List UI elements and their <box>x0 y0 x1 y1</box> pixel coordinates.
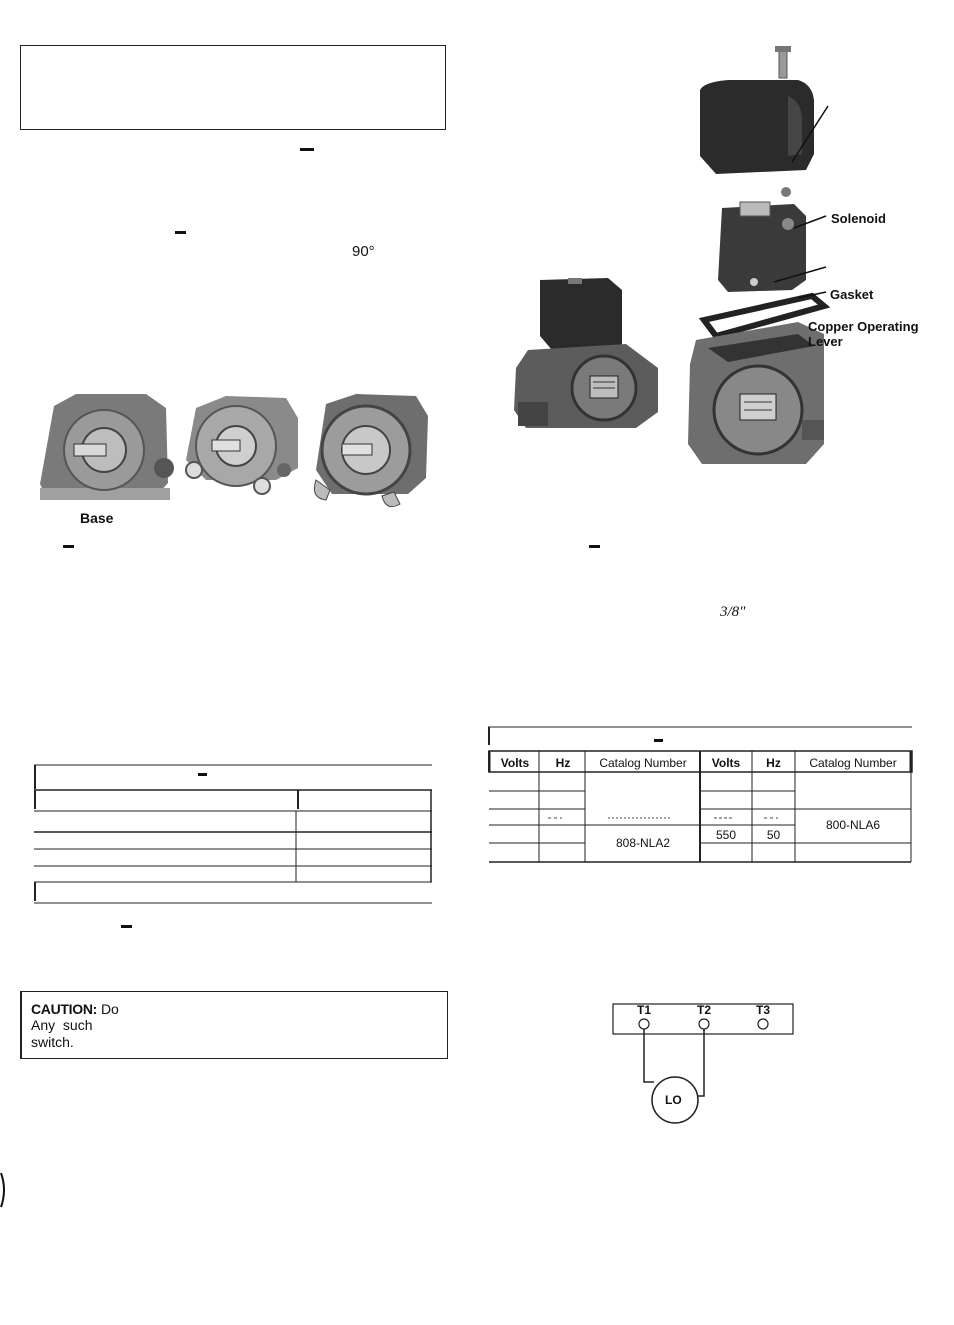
caution-text-1: Do <box>100 1001 119 1017</box>
catalog-table-frame <box>488 725 914 865</box>
motor-photos <box>36 388 436 516</box>
assembled-unit-photo <box>508 272 668 432</box>
volts-550: 550 <box>715 828 737 842</box>
slotted-flange-motor-photo <box>314 394 428 507</box>
caution-line-3: switch. <box>31 1034 74 1050</box>
caution-line-1 <box>31 1001 119 1017</box>
dash-mark <box>63 545 74 548</box>
dash-mark <box>121 925 132 928</box>
page-edge-mark <box>0 1172 8 1208</box>
terminal-t1-circle <box>639 1019 649 1029</box>
dash-mark <box>300 148 314 151</box>
fraction-text: 3/8" <box>720 604 746 620</box>
col-header-volts-2: Volts <box>711 756 741 770</box>
terminal-t2-circle <box>699 1019 709 1029</box>
terminal-t1-label: T1 <box>637 1003 652 1017</box>
caution-label: CAUTION: <box>31 1001 98 1017</box>
leader-lines <box>770 100 830 300</box>
col-header-hz-2: Hz <box>766 756 781 770</box>
col-header-hz-1: Hz <box>555 756 571 770</box>
terminal-t3-circle <box>758 1019 768 1029</box>
hz-50: 50 <box>766 828 781 842</box>
col-header-catalog-2: Catalog Number <box>809 756 897 770</box>
dash-mark <box>589 545 600 548</box>
lever-label-line-2: Lever <box>808 334 843 349</box>
lever-label-line-1: Copper Operating <box>808 319 919 334</box>
base-label: Base <box>80 510 114 526</box>
angle-text: 90° <box>352 243 375 260</box>
gasket-label: Gasket <box>830 287 874 302</box>
flange-motor-photo <box>186 396 298 494</box>
caution-line-2: Any such <box>31 1017 93 1033</box>
caution-box <box>20 991 448 1059</box>
solenoid-label: Solenoid <box>831 211 886 226</box>
catalog-number-left: 808-NLA2 <box>615 836 671 850</box>
col-header-catalog-1: Catalog Number <box>599 756 687 770</box>
terminal-t3-label: T3 <box>756 1003 771 1017</box>
dash-mark <box>175 231 186 234</box>
top-note-box <box>20 45 446 130</box>
load-label: LO <box>665 1093 682 1107</box>
base-mount-motor-photo <box>40 394 174 500</box>
col-header-volts-1: Volts <box>500 756 530 770</box>
left-blank-table <box>34 763 436 905</box>
terminal-t2-label: T2 <box>697 1003 712 1017</box>
catalog-number-right: 800-NLA6 <box>825 818 881 832</box>
